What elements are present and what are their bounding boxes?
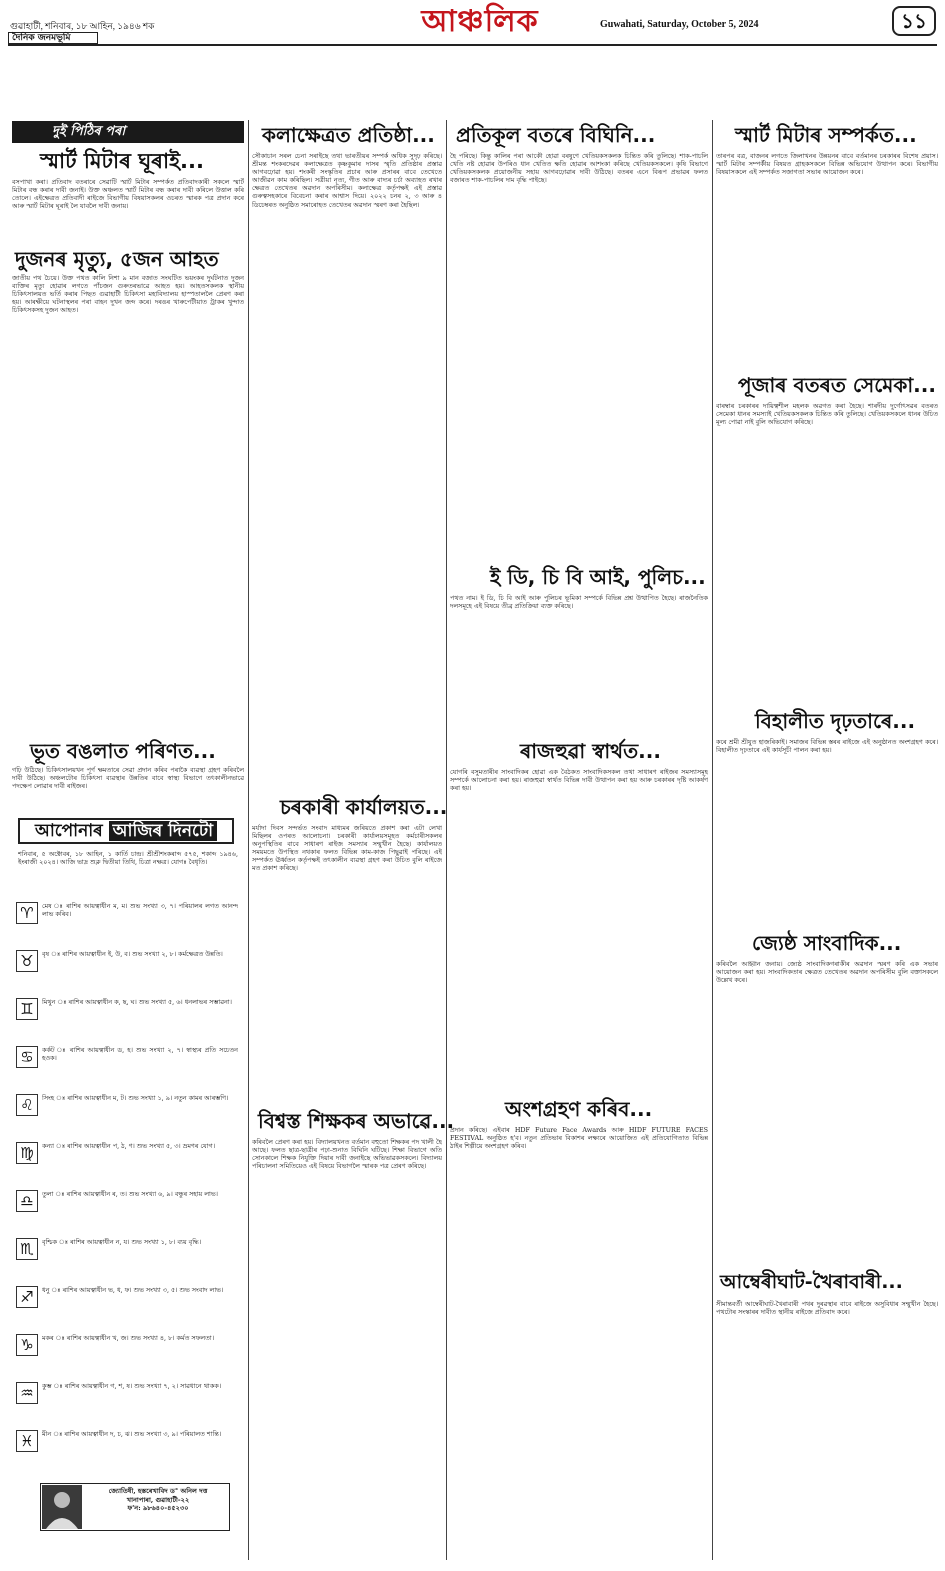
zodiac-sign-icon: ♈	[16, 902, 38, 924]
horoscope-entry: মিথুন ঃ ৰাশিৰ আয়ত্বাধীন ক, ছ, ঘ। শুভ সংখ্যা ৫, ৬। ধনলাভৰ সম্ভাৱনা।	[42, 998, 232, 1006]
zodiac-sign-icon: ♋	[16, 1046, 38, 1068]
horoscope-title-suffix: আজিৰ দিনটো	[109, 821, 217, 841]
horoscope-intro: শনিবাৰ, ৫ অক্টোবৰ, ১৮ আহিন, ১ কাৰ্তি চান্দ্ৰ। শ্ৰীশ্ৰীশংকৰাব্দ ৫৭৫, শকাব্দ ১৯৪৬, ইংৰাজী ২০২৪। আজি ভাদ্ৰ শুক্ল দ্বিতীয়া তিথি, চিত্ৰা নক্ষত্ৰ। যোগঃ বৈধৃতি।	[18, 850, 238, 867]
astrologer-phone: ফ'ন: ৯৮৬৪০-৪৫২৩০	[127, 1504, 189, 1512]
headline-puja-paddy: পূজাৰ বতৰত সেমেকা...	[738, 373, 936, 397]
headline-kalakshetra: কলাক্ষেত্ৰত প্ৰতিষ্ঠা...	[262, 123, 435, 147]
header-rule	[8, 44, 937, 46]
headline-bihali: বিহালীত দৃঢ়তাৰে...	[755, 709, 916, 733]
headline-smart-meter-2: স্মাৰ্ট মিটাৰ সম্পৰ্কত...	[735, 123, 917, 147]
headline-teacher-shortage: বিশ্বস্ত শিক্ষকৰ অভাৱে...	[258, 1109, 455, 1133]
story-body: তাৰপৰ বত্ৰ, বাজনৰ লগতে জিলাখনৰ উন্নয়নৰ বাবে বৰ্তমানৰ চৰকাৰৰ বিশেষ প্ৰয়াস। স্মাৰ্ট মিটাৰ সম্পৰ্কীয় বিষয়ত গ্ৰাহকসকলে বিভিন্ন অভিযোগ উত্থাপন কৰে। বিভাগীয় বিষয়াসকলে এই সম্পৰ্কত সজাগতা সভাৰ আয়োজন কৰে।	[716, 152, 938, 177]
headline-govt-office: চৰকাৰী কাৰ্যালয়ত...	[280, 795, 448, 819]
story-body: সৌকাচান সৰল চেনা সৰাইছে তথা ভাৰতীয়ৰ সম্পৰ্ক অধিক সুদৃঢ় কৰিছে। শ্ৰীমন্ত শংকৰদেৱৰ কলাক্ষেত্ৰত কৃষ্ণকুমাৰ দাসৰ স্মৃতি প্ৰতিষ্ঠাৰ প্ৰস্তাৱ আগবঢ়োৱা হয়। শংকৰী সংস্কৃতিৰ প্ৰচাৰ আৰু প্ৰসাৰৰ বাবে তেখেতে আজীৱন কাম কৰিছিল। সত্ৰীয়া নৃত্য, গীত আৰু বাদ্যৰ চৰ্চা অব্যাহত ৰখাৰ ক্ষেত্ৰত তেখেতৰ অৱদান অপৰিসীম। কলাক্ষেত্ৰ কৰ্তৃপক্ষই এই প্ৰস্তাৱ গুৰুত্বসহকাৰে বিবেচনা কৰাৰ আশ্বাস দিয়ে। ২০২২ চনৰ ২, ৩ আৰু ৪ ডিচেম্বৰত অনুষ্ঠিত সমাৰোহত তেখেতৰ অৱদান স্মৰণ কৰা হৈছিল।	[252, 152, 442, 209]
story-body: জাতীয় পথ চৈয়ে। উক্ত পথত কালি নিশা ৯ মান বজাত সংঘটিত ভয়ংকৰ দুৰ্ঘটনাত দুজন ব্যক্তিৰ মৃত্যু হোৱাৰ লগতে পাঁচজন গুৰুতৰভাৱে আহত হয়। আহতসকলক স্থানীয় চিকিৎসালয়ত ভৰ্তি কৰাৰ পিছত গুৱাহাটী চিকিৎসা মহাবিদ্যালয় হাস্পতাললৈ প্ৰেৰণ কৰা হয়। আৰক্ষীয়ে ঘটনাস্থলৰ পৰা বাহন দুখন জব্দ কৰে। দৰঙৰ খাৰুপেটীয়াত ট্ৰাকৰ খুন্দাত চিকিৎসকসহ দুজন আহত।	[12, 274, 244, 315]
zodiac-sign-icon: ♎	[16, 1190, 38, 1212]
zodiac-sign-icon: ♓	[16, 1430, 38, 1452]
headline-ghost-bungalow: ভূত বঙলাত পৰিণত...	[30, 739, 216, 763]
story-body: হৈ পৰিছে। কিন্তু কালিৰ পৰা আকৌ হোৱা বৰষুণে খেতিয়কসকলক চিন্তিত কৰি তুলিছে। শাক-পাচলি খেতি নষ্ট হোৱাৰ উপৰিও ধান খেতিত ক্ষতি হোৱাৰ আশংকা কৰিছে খেতিয়কসকলে। কৃষি বিভাগে খেতিয়কসকলক প্ৰয়োজনীয় সহায় আগবঢ়োৱাৰ দাবী উঠিছে। বতৰৰ এনে বিৰূপ প্ৰভাৱৰ ফলত বজাৰত শাক-পাচলিৰ দাম বৃদ্ধি পাইছে।	[450, 152, 708, 185]
headline-two-dead: দুজনৰ মৃত্যু, ৫জন আহত	[15, 247, 219, 271]
headline-weather: প্ৰতিকূল বতৰে বিঘিনি...	[456, 123, 656, 147]
horoscope-entry: সিংহ ঃ ৰাশিৰ আয়ত্বাধীন ম, ট। শুভ সংখ্যা ১, ৯। নতুন কামৰ আৰম্ভণি।	[42, 1094, 229, 1102]
astrologer-address: খানাপাৰা, গুৱাহাটী-২২	[126, 1495, 190, 1504]
story-body: বসপাখা কৰা। প্ৰতিবাদ বতৰাৰে সেৱাটি স্মাৰ্ট মিটাৰ সম্পৰ্কত প্ৰতিবাদকাৰী সকলে স্মাৰ্ট মিটাৰ বন্ধ কৰাৰ দাবী জনাই। উক্ত অঞ্চলত স্মাৰ্ট মিটাৰ বন্ধ কৰাৰ দাবী কৰিলে উত্তাল কৰি তোলে। এইক্ষেত্ৰত প্ৰতিবাদী ৰাইজে বিভাগীয় বিষয়াসকলৰ ওচৰত স্মাৰক পত্ৰ প্ৰদান কৰে আৰু স্মাৰ্ট মিটাৰ ঘূৰাই লৈ যাবলৈ দাবী জনায়।	[12, 178, 244, 211]
column-kicker: দুই পিঠিৰ পৰা	[12, 121, 244, 143]
section-masthead: আঞ্চলিক	[421, 4, 539, 39]
story-body: সীমান্তবৰ্তী আম্বেৰীঘাট-খৈৰাবাৰী পথৰ দুৰৱস্থাৰ বাবে ৰাইজে অসুবিধাৰ সন্মুখীন হৈছে। পথটোৰ সংস্কাৰৰ দাবীত স্থানীয় ৰাইজে প্ৰতিবাদ কৰে।	[716, 1300, 938, 1317]
headline-senior-journalist: জ্যেষ্ঠ সাংবাদিক...	[752, 931, 902, 955]
zodiac-sign-icon: ♐	[16, 1286, 38, 1308]
header-date-right: Guwahati, Saturday, October 5, 2024	[600, 19, 759, 30]
horoscope-entry: মেষ ঃ ৰাশিৰ আয়ত্বাধীন ম, ম। শুভ সংখ্যা ৩, ৭। পৰিয়ালৰ লগত আনন্দ লাভ কৰিব।	[42, 902, 238, 919]
astrologer-name: জ্যোতিষী, হস্তৰেখাবিদ ড° অনিল দত্ত	[108, 1487, 208, 1495]
column-divider	[712, 120, 713, 1560]
astrologer-credit	[88, 1487, 228, 1513]
headline-smart-meter-1: স্মাৰ্ট মিটাৰ ঘূৰাই...	[40, 149, 204, 173]
horoscope-entry: বৃষ ঃ ৰাশিৰ আয়ত্বাধীন ই, উ, ব। শুভ সংখ্যা ২, ৮। কৰ্মক্ষেত্ৰত উন্নতি।	[42, 950, 223, 958]
horoscope-entry: মকৰ ঃ ৰাশিৰ আয়ত্বাধীন খ, জ। শুভ সংখ্যা ৪, ৮। কৰ্মত সফলতা।	[42, 1334, 214, 1342]
horoscope-entry: বৃশ্চিক ঃ ৰাশিৰ আয়ত্বাধীন ন, য। শুভ সংখ্যা ১, ৮। ব্যয় বৃদ্ধি।	[42, 1238, 201, 1246]
header-date-left: গুৱাহাটী, শনিবাৰ, ১৮ আহিন, ১৯৪৬ শক	[10, 21, 155, 31]
horoscope-entry: কৰ্কট ঃ ৰাশিৰ আয়ত্বাধীন ড, হ। শুভ সংখ্যা ২, ৭। স্বাস্থ্যৰ প্ৰতি সচেতন হওক।	[42, 1046, 238, 1063]
horoscope-entry: তুলা ঃ ৰাশিৰ আয়ত্বাধীন ৰ, ত। শুভ সংখ্যা ৬, ৯। বন্ধুৰ সহায় লাভ।	[42, 1190, 218, 1198]
zodiac-sign-icon: ♏	[16, 1238, 38, 1260]
zodiac-sign-icon: ♍	[16, 1142, 38, 1164]
horoscope-entry: মীন ঃ ৰাশিৰ আয়ত্বাধীন দ, চ, ঝ। শুভ সংখ্যা ৩, ৯। পৰিয়ালত শান্তি।	[42, 1430, 222, 1438]
headline-ed-cbi-police: ই ডি, চি বি আই, পুলিচ...	[490, 565, 706, 589]
astrologer-photo	[42, 1485, 82, 1529]
horoscope-entry: ধনু ঃ ৰাশিৰ আয়ত্বাধীন ভ, ধ, ফ। শুভ সংখ্যা ৩, ৫। শুভ সংবাদ লাভ।	[42, 1286, 224, 1294]
page-number: ১১	[892, 6, 936, 36]
zodiac-sign-icon: ♑	[16, 1334, 38, 1356]
story-body: কৰে শ্ৰমী শ্ৰীযুত হাজৰিকাই। সমাজৰ বিভিন্ন স্তৰৰ ৰাইজে এই অনুষ্ঠানত অংশগ্ৰহণ কৰে। বিহালীত দৃঢ়তাৰে এই কাৰ্যসূচী পালন কৰা হয়।	[716, 738, 938, 755]
zodiac-sign-icon: ♉	[16, 950, 38, 972]
story-body: বাৰম্বাৰ চৰকাৰৰ দায়িত্বশীল মহলক অৱগত কৰা হৈছে। শাৰদীয় দুৰ্গোৎসৱৰ বতৰত সেমেকা ধানৰ সমস্যাই খেতিয়কসকলক চিন্তিত কৰি তুলিছে। খেতিয়কসকলে ধানৰ উচিত মূল্য পোৱা নাই বুলি অভিযোগ কৰিছে।	[716, 402, 938, 427]
headline-public-interest: ৰাজহুৱা স্বাৰ্থত...	[520, 739, 661, 763]
zodiac-sign-icon: ♊	[16, 998, 38, 1020]
story-body: কৰিবলৈ আহ্বান জনায়। জ্যেষ্ঠ সাংবাদিকগৰাকীৰ অৱদান স্মৰণ কৰি এক সভাৰ আয়োজন কৰা হয়। সাংবাদিকতাৰ ক্ষেত্ৰত তেখেতৰ অৱদান অপৰিসীম বুলি বক্তাসকলে উল্লেখ কৰে।	[716, 960, 938, 985]
column-divider	[446, 120, 447, 1560]
story-body: কৰিবলৈ প্ৰেৰণ কৰা হয়। বিদ্যালয়খনত বৰ্তমান বহুতো শিক্ষকৰ পদ খালী হৈ আছে। ফলত ছাত্ৰ-ছাত্ৰীৰ পঢ়া-শুনাত বিঘিনি ঘটিছে। শিক্ষা বিভাগে অতি সোনকালে শিক্ষক নিযুক্তি দিয়াৰ দাবী জনাইছে অভিভাৱকসকলে। বিদ্যালয় পৰিচালনা সমিতিয়েও এই বিষয়ে বিভাগলৈ স্মাৰক পত্ৰ প্ৰেৰণ কৰিছে।	[252, 1138, 442, 1171]
horoscope-title-prefix: আপোনাৰ	[34, 821, 103, 841]
horoscope-entry: কন্যা ঃ ৰাশিৰ আয়ত্বাধীন প, ঠ, ণ। শুভ সংখ্যা ৫, ৩। ভ্ৰমণৰ যোগ।	[42, 1142, 216, 1150]
zodiac-sign-icon: ♌	[16, 1094, 38, 1116]
story-body: যোগৰি বসুমতাৰীৰ সাংবাদিকৰ হোৱা এক বৈঠকত সাংবাদিকসকল তথা সাধাৰণ ৰাইজৰ সমস্যাসমূহ সম্পৰ্কে আলোচনা কৰা হয়। ৰাজহুৱা স্বাৰ্থত বিভিন্ন দাবী উত্থাপন কৰা হয় আৰু চৰকাৰৰ দৃষ্টি আকৰ্ষণ কৰা হয়।	[450, 768, 708, 793]
horoscope-title	[18, 818, 234, 844]
zodiac-sign-icon: ♒	[16, 1382, 38, 1404]
horoscope-entry: কুম্ভ ঃ ৰাশিৰ আয়ত্বাধীন গ, শ, ষ। শুভ সংখ্যা ৭, ২। সাৱধানে থাকক।	[42, 1382, 221, 1390]
column-divider	[248, 120, 249, 1560]
story-body: প্ৰদান কৰিছে। এইবাৰ HDF Future Face Awards আৰু HIDF FUTURE FACES FESTIVAL অনুষ্ঠিত হ'ব। নতুন প্ৰতিভাৰ বিকাশৰ লক্ষ্যৰে আয়োজিত এই প্ৰতিযোগিতাত বিভিন্ন ঠাইৰ শিল্পীয়ে অংশগ্ৰহণ কৰিব।	[450, 1126, 708, 1151]
story-body: মৰ্যাদা দিবস সন্দৰ্ভত সংবাদ মাধ্যমৰ জৰিয়তে প্ৰকাশ কৰা এটা লেখা মিছিলৰ ওপৰত আলোচনা। চৰকাৰী কাৰ্যালয়সমূহত কৰ্মচাৰীসকলৰ অনুপস্থিতিৰ বাবে সাধাৰণ ৰাইজ সমস্যাৰ সন্মুখীন হৈছে। কাৰ্যালয়ত সময়মতে উপস্থিত নথকাৰ ফলত বিভিন্ন কাম-কাজ পিছুৱাই পৰিছে। এই সম্পৰ্কত ঊৰ্ধ্বতন কৰ্তৃপক্ষই তৎকালীন ব্যৱস্থা গ্ৰহণ কৰা উচিত বুলি ৰাইজে মত প্ৰকাশ কৰিছে।	[252, 824, 442, 873]
person-icon	[42, 1485, 82, 1529]
story-body: পথত নাম। ই ডি, চি বি আই আৰু পুলিচৰ ভূমিকা সম্পৰ্কে বিভিন্ন প্ৰশ্ন উত্থাপিত হৈছে। ৰাজনৈতিক দলসমূহে এই বিষয়ে তীব্ৰ প্ৰতিক্ৰিয়া ব্যক্ত কৰিছে।	[450, 594, 708, 611]
story-body: গঢ়ি উঠিছে। চিকিৎসালয়খন পূৰ্ণ ক্ষমতাৰে সেৱা প্ৰদান কৰিব পৰাকৈ ব্যৱস্থা গ্ৰহণ কৰিবলৈ দাবী উঠিছে। অঞ্চলটোৰ চিকিৎসা ব্যৱস্থাৰ উন্নতিৰ বাবে স্বাস্থ্য বিভাগে তৎকালীনভাৱে পদক্ষেপ লোৱাৰ দাবী ৰাইজৰ।	[12, 766, 244, 791]
headline-ambarighat: আম্বেৰীঘাট-খৈৰাবাৰী...	[720, 1271, 903, 1293]
headline-participate: অংশগ্ৰহণ কৰিব...	[505, 1097, 653, 1121]
paper-name-tag: দৈনিক জনমভূমি	[8, 32, 98, 44]
